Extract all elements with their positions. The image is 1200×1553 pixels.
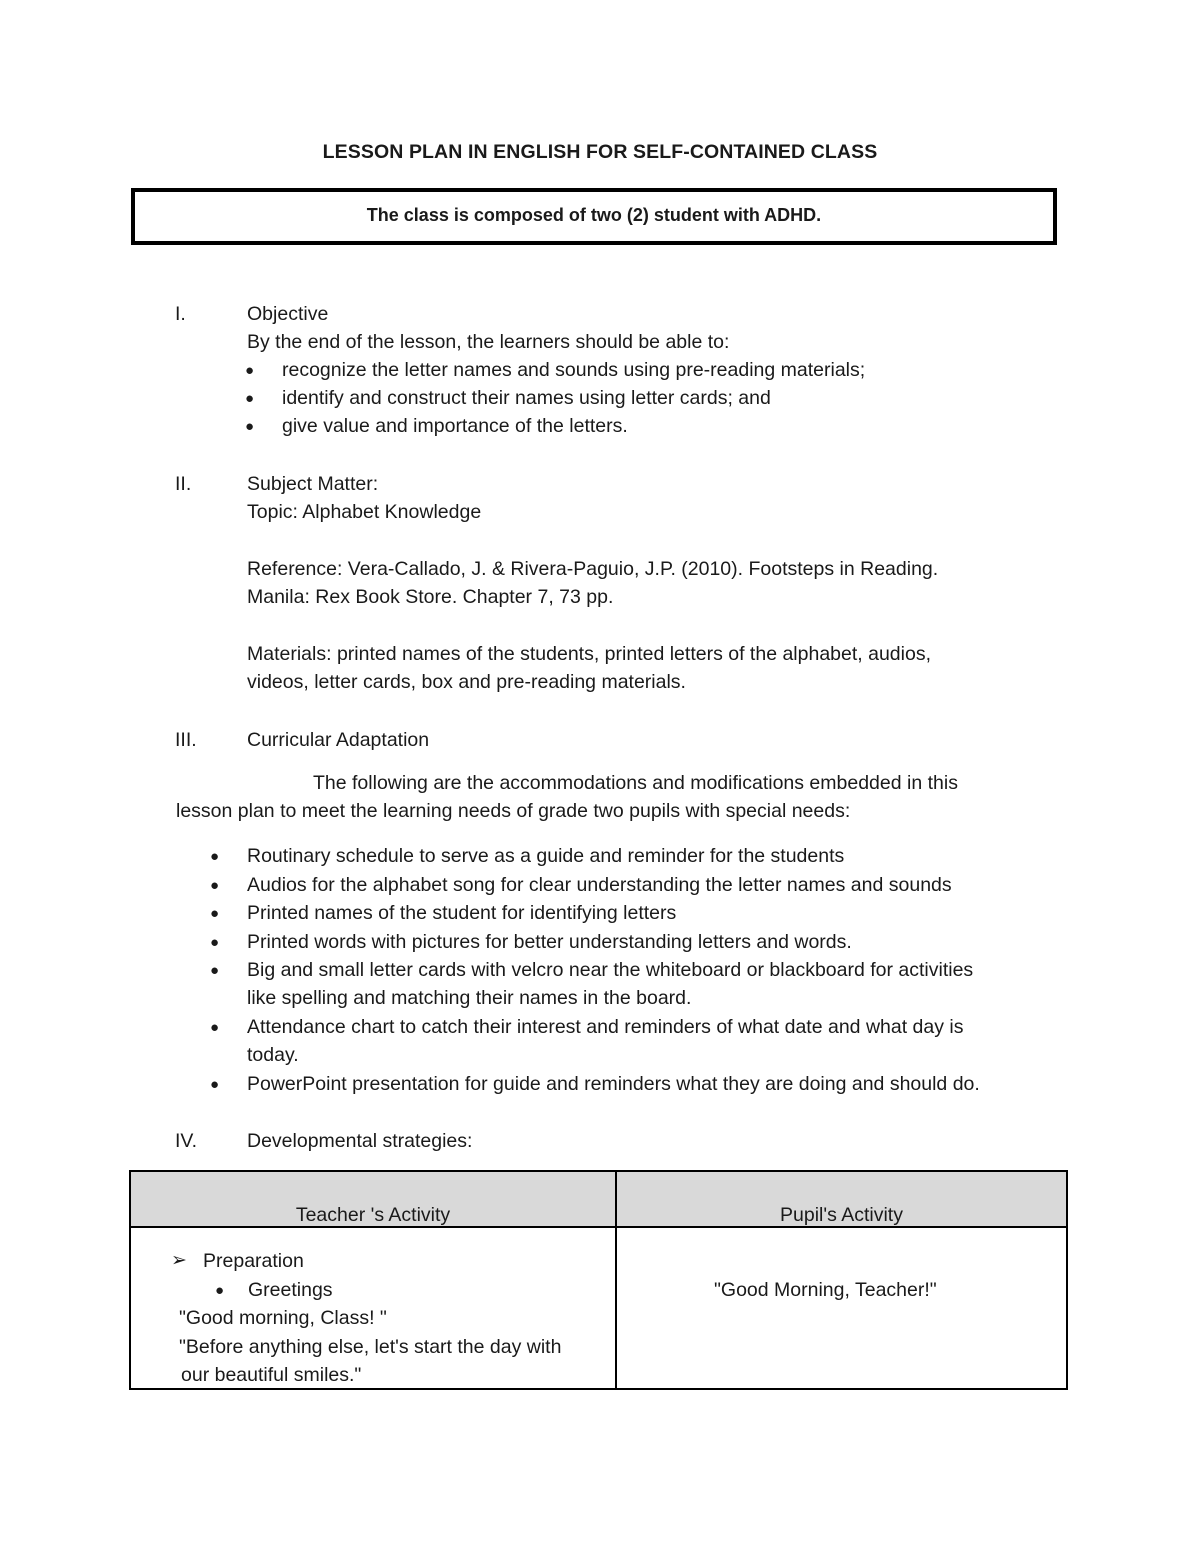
objective-item: identify and construct their names using letter cards; and xyxy=(282,387,771,409)
page-title: LESSON PLAN IN ENGLISH FOR SELF-CONTAINED CLASS xyxy=(322,141,878,163)
section-number-objective: I. xyxy=(175,303,186,325)
adaptation-item-continued: today. xyxy=(247,1044,299,1066)
objective-intro: By the end of the lesson, the learners should be able to: xyxy=(247,331,730,353)
adaptation-item-continued: like spelling and matching their names in the board. xyxy=(247,987,692,1009)
bullet-icon: ● xyxy=(245,418,255,435)
class-note: The class is composed of two (2) student with ADHD. xyxy=(366,205,822,225)
section-heading-adaptation: Curricular Adaptation xyxy=(247,729,430,751)
adaptation-paragraph-line-2: lesson plan to meet the learning needs of grade two pupils with special needs: xyxy=(176,800,851,822)
arrow-bullet-icon: ➢ xyxy=(171,1250,187,1271)
teacher-line: "Before anything else, let's start the day with xyxy=(179,1336,562,1358)
pupil-activity-cell xyxy=(616,1227,1067,1389)
section-number-adaptation: III. xyxy=(175,729,197,751)
adaptation-item: Attendance chart to catch their interest and reminders of what date and what day is xyxy=(247,1016,964,1038)
class-note-box xyxy=(131,188,1057,245)
subject-reference-line-2: Manila: Rex Book Store. Chapter 7, 73 pp. xyxy=(247,586,614,608)
bullet-icon: ● xyxy=(210,1076,220,1093)
section-heading-subject: Subject Matter: xyxy=(247,473,379,495)
pupil-line: "Good Morning, Teacher!" xyxy=(714,1279,937,1301)
adaptation-item: Audios for the alphabet song for clear understanding the letter names and sounds xyxy=(247,874,952,896)
table-header-pupil: Pupil's Activity xyxy=(616,1171,1067,1227)
objective-item: recognize the letter names and sounds using pre-reading materials; xyxy=(282,359,866,381)
bullet-icon: ● xyxy=(245,390,255,407)
bullet-icon: ● xyxy=(210,877,220,894)
subject-materials-line-1: Materials: printed names of the students, printed letters of the alphabet, audios, xyxy=(247,643,931,665)
subject-reference-line-1: Reference: Vera-Callado, J. & Rivera-Paguio, J.P. (2010). Footsteps in Reading. xyxy=(247,558,939,580)
section-heading-strategies: Developmental strategies: xyxy=(247,1130,473,1152)
bullet-icon: ● xyxy=(245,362,255,379)
section-number-strategies: IV. xyxy=(175,1130,198,1152)
teacher-stage: Preparation xyxy=(203,1250,304,1272)
section-heading-objective: Objective xyxy=(247,303,329,325)
teacher-activity-cell xyxy=(130,1227,616,1389)
teacher-line: "Good morning, Class! " xyxy=(179,1307,387,1329)
bullet-icon: ● xyxy=(210,1019,220,1036)
table-header-teacher: Teacher 's Activity xyxy=(130,1171,616,1227)
adaptation-item: Routinary schedule to serve as a guide and reminder for the students xyxy=(247,845,845,867)
bullet-icon: ● xyxy=(210,848,220,865)
teacher-line: our beautiful smiles." xyxy=(181,1364,362,1386)
bullet-icon: ● xyxy=(210,905,220,922)
bullet-icon: ● xyxy=(210,962,220,979)
bullet-icon: ● xyxy=(215,1282,225,1299)
subject-materials-line-2: videos, letter cards, box and pre-reading materials. xyxy=(247,671,686,693)
adaptation-item: Big and small letter cards with velcro near the whiteboard or blackboard for activities xyxy=(247,959,974,981)
subject-topic: Topic: Alphabet Knowledge xyxy=(247,501,482,523)
activity-table xyxy=(129,1170,1068,1390)
adaptation-paragraph-line-1: The following are the accommodations and modifications embedded in this xyxy=(313,772,958,794)
objective-item: give value and importance of the letters. xyxy=(282,415,628,437)
adaptation-item: Printed words with pictures for better understanding letters and words. xyxy=(247,931,852,953)
adaptation-item: PowerPoint presentation for guide and reminders what they are doing and should do. xyxy=(247,1073,980,1095)
teacher-substage: Greetings xyxy=(248,1279,333,1301)
section-number-subject: II. xyxy=(175,473,192,495)
bullet-icon: ● xyxy=(210,934,220,951)
adaptation-item: Printed names of the student for identifying letters xyxy=(247,902,677,924)
